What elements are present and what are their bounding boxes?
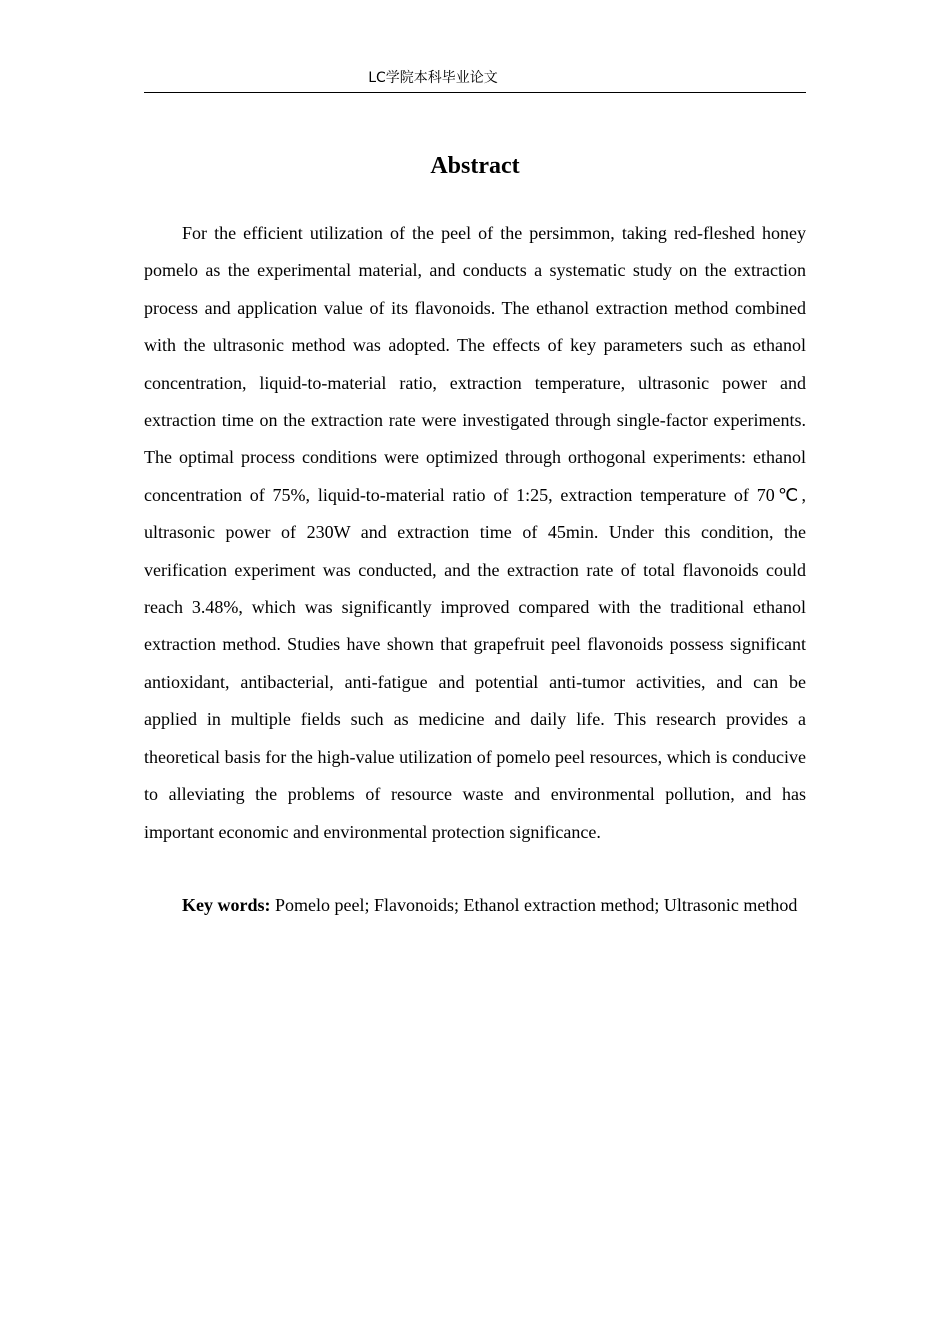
running-header-title: LC学院本科毕业论文	[368, 70, 498, 86]
abstract-body: For the efficient utilization of the peel of the persimmon, taking red-fleshed honey pomelo as the experimental material, and conducts a systematic study on the extraction process and application value of its flavonoids. The ethanol extraction method combined with the ultrasonic method was adopted. The effects of key parameters such as ethanol concentration, liquid-to-material ratio, extraction temperature, ultrasonic power and extraction time on the extraction rate were investigated through single-factor experiments. The optimal process conditions were optimized through orthogonal experiments: ethanol concentration of 75%, liquid-to-material ratio of 1:25, extraction temperature of 70℃, ultrasonic power of 230W and extraction time of 45min. Under this condition, the verification experiment was conducted, and the extraction rate of total flavonoids could reach 3.48%, which was significantly improved compared with the traditional ethanol extraction method. Studies have shown that grapefruit peel flavonoids possess significant antioxidant, antibacterial, anti-fatigue and potential anti-tumor activities, and can be applied in multiple fields such as medicine and daily life. This research provides a theoretical basis for the high-value utilization of pomelo peel resources, which is conducive to alleviating the problems of resource waste and environmental pollution, and has important economic and environmental protection significance.	[144, 223, 806, 842]
keywords-label: Key words:	[182, 895, 271, 915]
running-header	[144, 68, 806, 93]
keywords-list: Pomelo peel; Flavonoids; Ethanol extraction method; Ultrasonic method	[270, 895, 798, 915]
abstract-title: Abstract	[430, 153, 520, 179]
keywords-paragraph	[144, 887, 806, 924]
